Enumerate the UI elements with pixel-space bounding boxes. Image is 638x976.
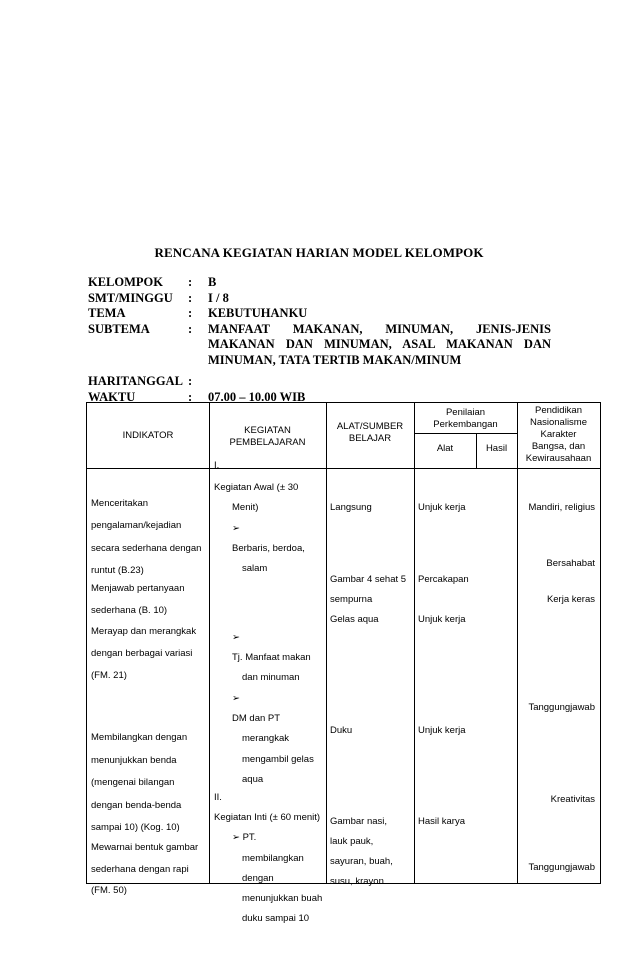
meta-value: MANFAAT MAKANAN, MINUMAN, JENIS-JENIS MAKANAN DAN MINUMAN, ASAL MAKANAN DAN MINUMAN, TATA TERTIB MAKAN/MINUM (208, 321, 551, 367)
meta-label: SMT/MINGGU (88, 290, 173, 305)
header-line: Perkembangan (433, 419, 498, 430)
header-indikator: INDIKATOR (122, 430, 174, 441)
indikator-line: (FM. 21) (91, 670, 127, 681)
meta-colon: : (188, 389, 193, 404)
meta-row-hari-tanggal (88, 374, 551, 390)
alat-line: Unjuk kerja (418, 502, 466, 513)
kegiatan-line: Berbaris, berdoa, (232, 543, 305, 554)
meta-label: SUBTEMA (88, 321, 150, 336)
alat-line: Unjuk kerja (418, 614, 466, 625)
kegiatan-line: salam (242, 563, 268, 574)
indikator-line: secara sederhana dengan (91, 543, 202, 554)
header-line: Bangsa, dan (531, 441, 586, 452)
header-line: BELAJAR (348, 433, 392, 444)
kegiatan-line: ➢ (232, 693, 240, 704)
indikator-line: dengan berbagai variasi (91, 648, 193, 659)
indikator-line: Mewarnai bentuk gambar (91, 842, 199, 853)
alat-sumber-line: sempurna (330, 594, 373, 605)
kegiatan-line: I. (214, 460, 220, 471)
kegiatan-line: Kegiatan Awal (± 30 (214, 482, 299, 493)
column-divider (414, 403, 415, 883)
meta-value (208, 374, 551, 390)
header-pendidikan (517, 405, 600, 465)
header-line: ALAT/SUMBER (336, 421, 404, 432)
alat-sumber-line: Gelas aqua (330, 614, 379, 625)
indikator-line: sederhana (B. 10) (91, 605, 168, 616)
pendidikan-line: Tanggungjawab (528, 702, 595, 713)
indikator-line: runtut (B.23) (91, 565, 144, 576)
header-line: Penilaian (445, 407, 486, 418)
meta-colon: : (188, 290, 193, 305)
activity-table (86, 402, 601, 924)
kegiatan-line: ➢ PT. (232, 832, 257, 843)
kegiatan-line: ➢ (232, 523, 240, 534)
meta-row-smt-minggu (88, 291, 551, 307)
meta-colon: : (188, 275, 193, 289)
kegiatan-line: dengan (242, 873, 274, 884)
indikator-line: (mengenai bilangan (91, 777, 175, 788)
kegiatan-line: dan minuman (242, 672, 300, 683)
pendidikan-line: Mandiri, religius (528, 502, 595, 513)
header-line: KEGIATAN (244, 425, 291, 436)
alat-sumber-line: Gambar 4 sehat 5 (330, 574, 407, 585)
alat-sumber-line: Langsung (330, 502, 372, 513)
meta-value: B (208, 275, 217, 289)
meta-row-tema (88, 306, 551, 322)
alat-line: Hasil karya (418, 816, 465, 827)
meta-value: 07.00 – 10.00 WIB (208, 389, 306, 404)
alat-sumber-line: sayuran, buah, (330, 856, 393, 867)
header-hasil: Hasil (485, 443, 508, 454)
header-line: Nasionalisme (529, 417, 588, 428)
meta-row-subtema (88, 322, 551, 369)
pendidikan-line: Tanggungjawab (528, 862, 595, 873)
indikator-line: (FM. 50) (91, 885, 127, 896)
kegiatan-line: Kegiatan Inti (± 60 menit) (214, 812, 321, 823)
header-line: Pendidikan (534, 405, 582, 416)
meta-label: KELOMPOK (88, 275, 163, 289)
indikator-line: pengalaman/kejadian (91, 520, 182, 531)
header-line: PEMBELAJARAN (229, 437, 306, 448)
kegiatan-line: menunjukkan buah (242, 893, 323, 904)
kegiatan-line: mengambil gelas (242, 754, 314, 765)
pendidikan-line: Bersahabat (546, 558, 595, 569)
kegiatan-line: membilangkan (242, 853, 304, 864)
indikator-line: dengan benda-benda (91, 800, 182, 811)
header-kegiatan (209, 425, 326, 449)
pendidikan-line: Kreativitas (550, 794, 595, 805)
indikator-line: Membilangkan dengan (91, 732, 188, 743)
kegiatan-line: DM dan PT (232, 713, 281, 724)
meta-label: HARITANGGAL (88, 374, 183, 388)
alat-line: Percakapan (418, 574, 469, 585)
header-penilaian (414, 407, 517, 431)
pendidikan-line: Kerja keras (546, 594, 595, 605)
meta-colon: : (188, 321, 193, 336)
column-divider (326, 403, 327, 883)
header-divider (87, 468, 600, 469)
meta-value: I / 8 (208, 290, 229, 305)
alat-sumber-line: Duku (330, 725, 353, 736)
header-line: Kewirausahaan (525, 453, 592, 464)
indikator-line: sampai 10) (Kog. 10) (91, 822, 180, 833)
indikator-line: menunjukkan benda (91, 755, 177, 766)
kegiatan-line: merangkak (242, 733, 289, 744)
page-title: RENCANA KEGIATAN HARIAN MODEL KELOMPOK (154, 245, 484, 260)
alat-line: Unjuk kerja (418, 725, 466, 736)
subheader-divider (414, 433, 517, 434)
meta-value: KEBUTUHANKU (208, 306, 308, 320)
indikator-line: Menceritakan (91, 498, 149, 509)
meta-label: WAKTU (88, 389, 136, 404)
kegiatan-line: Tj. Manfaat makan (232, 652, 311, 663)
kegiatan-line: ➢ (232, 632, 240, 643)
kegiatan-line: aqua (242, 774, 264, 785)
indikator-line: sederhana dengan rapi (91, 864, 189, 875)
meta-block (88, 275, 551, 405)
meta-label: TEMA (88, 306, 126, 320)
meta-row-kelompok (88, 275, 551, 291)
meta-colon: : (188, 374, 193, 388)
alat-sumber-line: lauk pauk, (330, 836, 374, 847)
alat-sumber-line: Gambar nasi, (330, 816, 388, 827)
indikator-line: Menjawab pertanyaan (91, 583, 185, 594)
kegiatan-line: II. (214, 792, 222, 803)
column-divider (517, 403, 518, 883)
kegiatan-line: duku sampai 10 (242, 913, 310, 924)
header-line: Karakter (540, 429, 577, 440)
column-divider (209, 403, 210, 883)
kegiatan-line: Menit) (232, 502, 259, 513)
meta-colon: : (188, 306, 193, 320)
alat-sumber-line: susu, krayon (330, 876, 384, 887)
header-alat: Alat (436, 443, 454, 454)
indikator-line: Merayap dan merangkak (91, 626, 197, 637)
header-alat-sumber (326, 421, 414, 445)
